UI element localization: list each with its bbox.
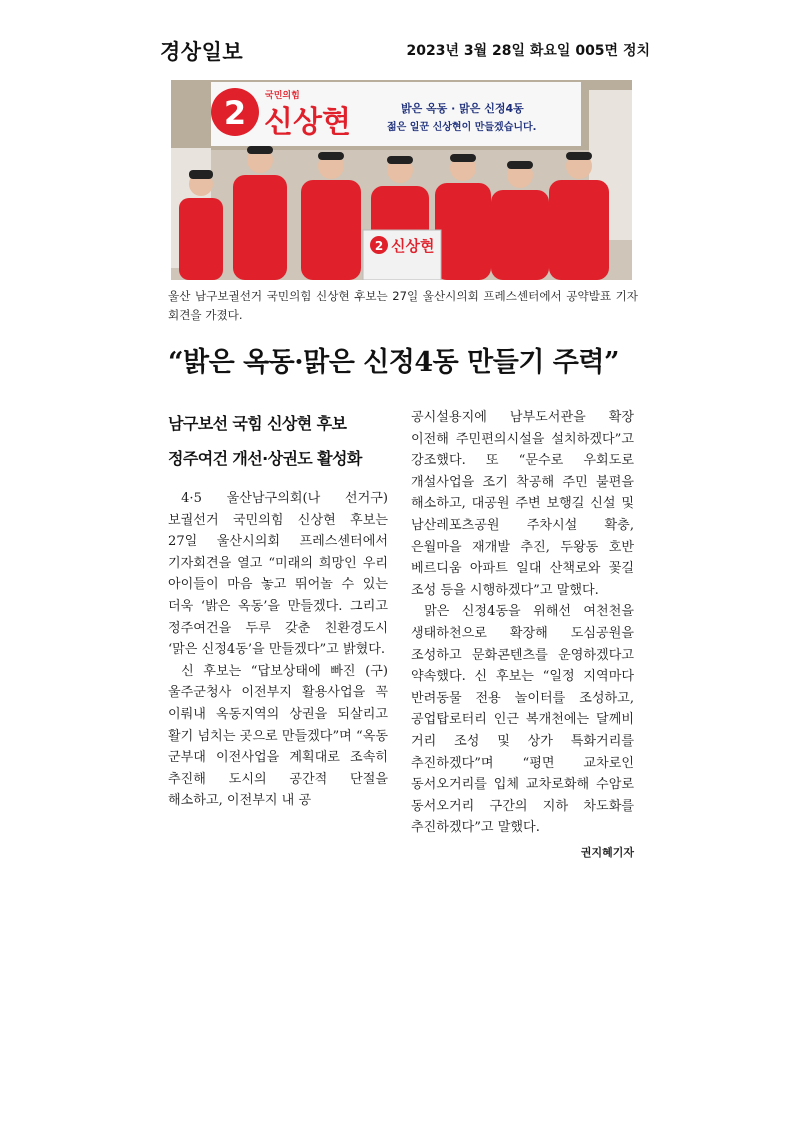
article-column-left	[168, 488, 388, 812]
masthead	[160, 36, 650, 62]
article-paragraph: 4·5 울산남구의회(나 선거구) 보궐선거 국민의힘 신상현 후보는 27일 울산시의회 프레스센터에서 기자회견을 열고 “미래의 희망인 우리 아이들이 마음 놓고 뛰어놀 수 있는 더욱 ‘밝은 옥동’을 만들겠다. 그리고 정주여건을 두루 갖춘 친환경도시 ‘맑은 신정4동’을 만들겠다”고 밝혔다.	[168, 491, 388, 658]
photo-caption: 울산 남구보궐선거 국민의힘 신상현 후보는 27일 울산시의회 프레스센터에서 공약발표 기자회견을 가졌다.	[168, 289, 638, 322]
podium-name: 신상현	[391, 237, 435, 255]
banner-number: 2	[223, 94, 247, 132]
subheadline-2: 정주여건 개선·상권도 활성화	[168, 449, 362, 468]
banner-party: 국민의힘	[265, 91, 300, 101]
article-paragraph: 신 후보는 “답보상태에 빠진 (구)울주군청사 이전부지 활용사업을 꼭 이뤄내 옥동지역의 상권을 되살리고 활기 넘치는 곳으로 만들겠다”며 “옥동 군부대 이전사업을 계획대로 조속히 추진해 도시의 공간적 단절을 해소하고, 이전부지 내 공	[168, 663, 388, 809]
byline: 권지혜기자	[580, 845, 634, 859]
banner-slogan-2: 젊은 일꾼 신상현이 만들겠습니다.	[387, 122, 537, 133]
banner-candidate-name: 신상현	[264, 105, 351, 140]
article-column-right	[411, 407, 634, 863]
podium-number: 2	[374, 239, 384, 253]
banner-slogan-1: 밝은 옥동 · 맑은 신정4동	[401, 102, 524, 115]
article-paragraph: 맑은 신정4동을 위해선 여천천을 생태하천으로 확장해 도심공원을 조성하고 문화콘텐츠를 운영하겠다고 약속했다. 신 후보는 “일정 지역마다 반려동물 전용 놀이터를 조성하고, 공업탑로터리 인근 복개천에는 달께비 거리 조성 및 상가 특화거리를 추진하겠다”며 “평면 교차로인 동서오거리를 입체 교차로화해 수암로 동서오거리 구간의 지하 차도화를 추진하겠다”고 말했다.	[411, 604, 634, 836]
subheadline-1: 남구보선 국힘 신상현 후보	[168, 414, 347, 433]
article-paragraph: 공시설용지에 남부도서관을 확장 이전해 주민편의시설을 설치하겠다”고 강조했다. 또 “문수로 우회도로 개설사업을 조기 착공해 주민 불편을 해소하고, 대공원 주변 보행길 신설 및 남산레포츠공원 주차시설 확충, 은월마을 재개발 추진, 두왕동 호반 베르디움 아파트 일대 산책로와 꽃길 조성 등을 시행하겠다”고 말했다.	[411, 410, 634, 598]
dateline: 2023년 3월 28일 화요일 005면 정치	[406, 43, 650, 59]
paper-name: 경상일보	[160, 40, 244, 64]
news-photo	[171, 80, 632, 280]
headline: “밝은 옥동·맑은 신정4동 만들기 주력”	[168, 347, 619, 378]
